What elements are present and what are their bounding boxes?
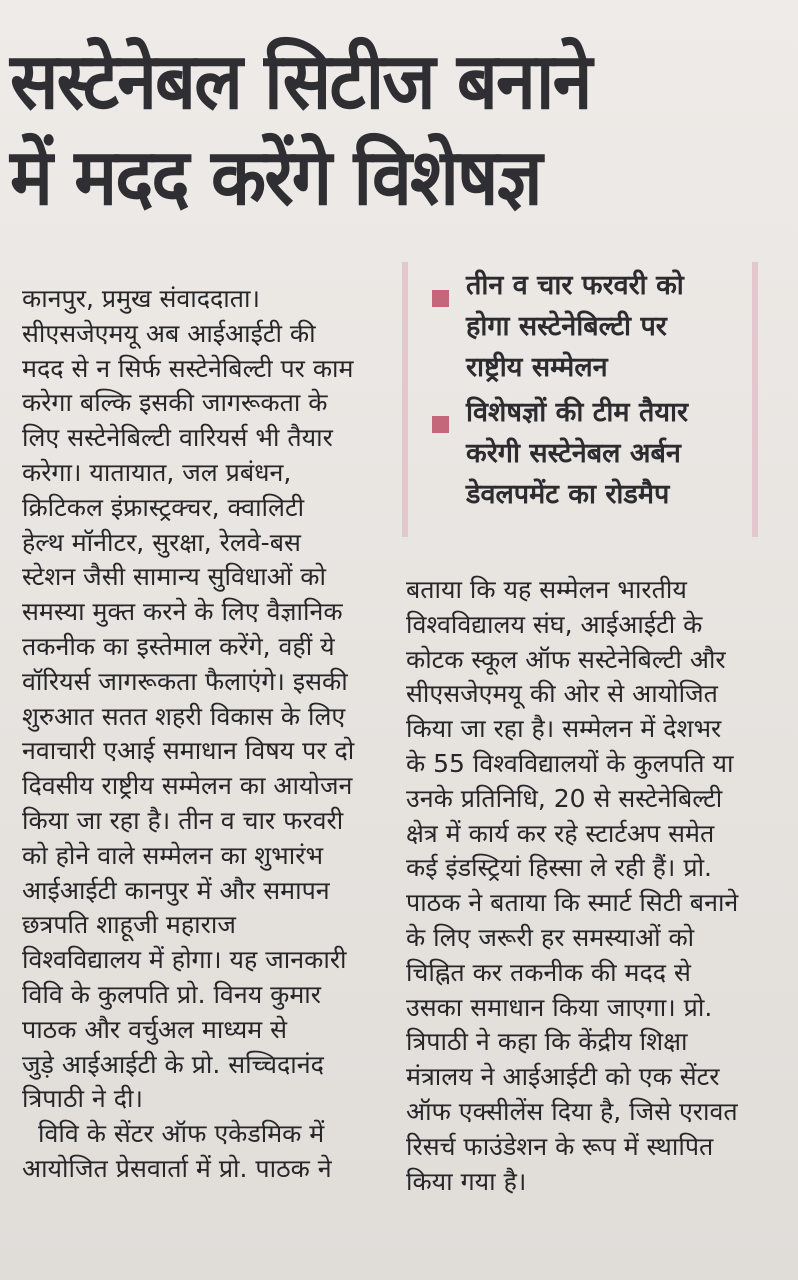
body-line: तकनीक का इस्तेमाल करेंगे, वहीं ये	[22, 631, 335, 661]
article-column-left	[22, 282, 370, 1187]
body-line: छत्रपति शाहूजी महाराज	[22, 910, 236, 940]
body-line: विवि के सेंटर ऑफ एकेडमिक में	[38, 1119, 325, 1149]
highlight-bullet-2	[432, 416, 449, 433]
body-line: ऑफ एक्सीलेंस दिया है, जिसे एरावत	[406, 1096, 738, 1126]
body-line: पाठक और वर्चुअल माध्यम से	[22, 1014, 287, 1044]
body-line: किया जा रहा है। सम्मेलन में देशभर	[406, 714, 722, 744]
body-line: को होने वाले सम्मेलन का शुभारंभ	[22, 840, 324, 870]
body-line: विवि के कुलपति प्रो. विनय कुमार	[22, 979, 322, 1009]
body-line: करेगा। यातायात, जल प्रबंधन,	[22, 457, 292, 487]
highlight-1-line: होगा सस्टेनेबिल्टी पर	[466, 311, 667, 342]
body-line: वॉरियर्स जागरूकता फैलाएंगे। इसकी	[22, 666, 348, 696]
body-line: सीएसजेएमयू अब आईआईटी की	[22, 318, 316, 348]
body-line: रिसर्च फाउंडेशन के रूप में स्थापित	[406, 1131, 714, 1161]
highlight-1-line: तीन व चार फरवरी को	[466, 270, 684, 301]
highlight-item-2	[466, 392, 688, 515]
body-line: आयोजित प्रेसवार्ता में प्रो. पाठक ने	[22, 1153, 332, 1183]
body-line: मदद से न सिर्फ सस्टेनेबिल्टी पर काम	[22, 353, 354, 383]
body-line: शुरुआत सतत शहरी विकास के लिए	[22, 701, 346, 731]
body-line: उसका समाधान किया जाएगा। प्रो.	[406, 992, 713, 1022]
headline-line-1: सस्टेनेबल सिटीज बनाने	[10, 37, 591, 127]
body-line: कानपुर, प्रमुख संवाददाता।	[22, 284, 260, 313]
body-line: उनके प्रतिनिधि, 20 से सस्टेनेबिल्टी	[406, 783, 723, 813]
highlight-1-line: राष्ट्रीय सम्मेलन	[466, 352, 608, 383]
body-line: कई इंडस्ट्रियां हिस्सा ले रही हैं। प्रो.	[406, 853, 713, 883]
highlight-2-line: करेगी सस्टेनेबल अर्बन	[466, 438, 681, 469]
body-line: कोटक स्कूल ऑफ सस्टेनेबिल्टी और	[406, 644, 726, 674]
highlight-2-line: विशेषज्ञों की टीम तैयार	[466, 397, 689, 428]
body-line: किया गया है।	[406, 1166, 527, 1196]
body-line: स्टेशन जैसी सामान्य सुविधाओं को	[22, 562, 326, 592]
body-line: समस्या मुक्त करने के लिए वैज्ञानिक	[22, 597, 343, 627]
highlight-item-1	[466, 265, 684, 388]
highlight-2-line: डेवलपमेंट का रोडमैप	[466, 479, 670, 510]
body-line: मंत्रालय ने आईआईटी को एक सेंटर	[406, 1062, 720, 1092]
body-line: के 55 विश्वविद्यालयों के कुलपति या	[406, 748, 734, 778]
highlight-bullet-1	[432, 290, 449, 307]
body-line: लिए सस्टेनेबिल्टी वारियर्स भी तैयार	[22, 423, 333, 453]
body-line: विश्वविद्यालय में होगा। यह जानकारी	[22, 945, 347, 975]
article-column-right	[406, 573, 764, 1199]
body-line: त्रिपाठी ने कहा कि केंद्रीय शिक्षा	[406, 1027, 688, 1057]
body-line: नवाचारी एआई समाधान विषय पर दो	[22, 736, 355, 766]
body-line: दिवसीय राष्ट्रीय सम्मेलन का आयोजन	[22, 771, 353, 801]
body-line: त्रिपाठी ने दी।	[22, 1084, 143, 1114]
body-line: जुड़े आईआईटी के प्रो. सच्चिदानंद	[22, 1049, 324, 1079]
body-line: विश्वविद्यालय संघ, आईआईटी के	[406, 609, 703, 639]
body-line: करेगा बल्कि इसकी जागरूकता के	[22, 388, 328, 418]
body-line: आईआईटी कानपुर में और समापन	[22, 875, 330, 905]
headline	[10, 34, 790, 226]
body-line: हेल्थ मॉनीटर, सुरक्षा, रेलवे-बस	[22, 527, 301, 557]
body-line: के लिए जरूरी हर समस्याओं को	[406, 922, 695, 952]
body-line: क्षेत्र में कार्य कर रहे स्टार्टअप समेत	[406, 818, 715, 848]
body-line: किया जा रहा है। तीन व चार फरवरी	[22, 805, 344, 835]
headline-line-2: में मदद करेंगे विशेषज्ञ	[10, 133, 541, 223]
body-line: सीएसजेएमयू की ओर से आयोजित	[406, 679, 718, 709]
body-line: पाठक ने बताया कि स्मार्ट सिटी बनाने	[406, 888, 739, 918]
body-line: चिह्नित कर तकनीक की मदद से	[406, 957, 691, 987]
body-line: क्रिटिकल इंफ्रास्ट्रक्चर, क्वालिटी	[22, 492, 305, 522]
body-line: बताया कि यह सम्मेलन भारतीय	[406, 575, 687, 604]
